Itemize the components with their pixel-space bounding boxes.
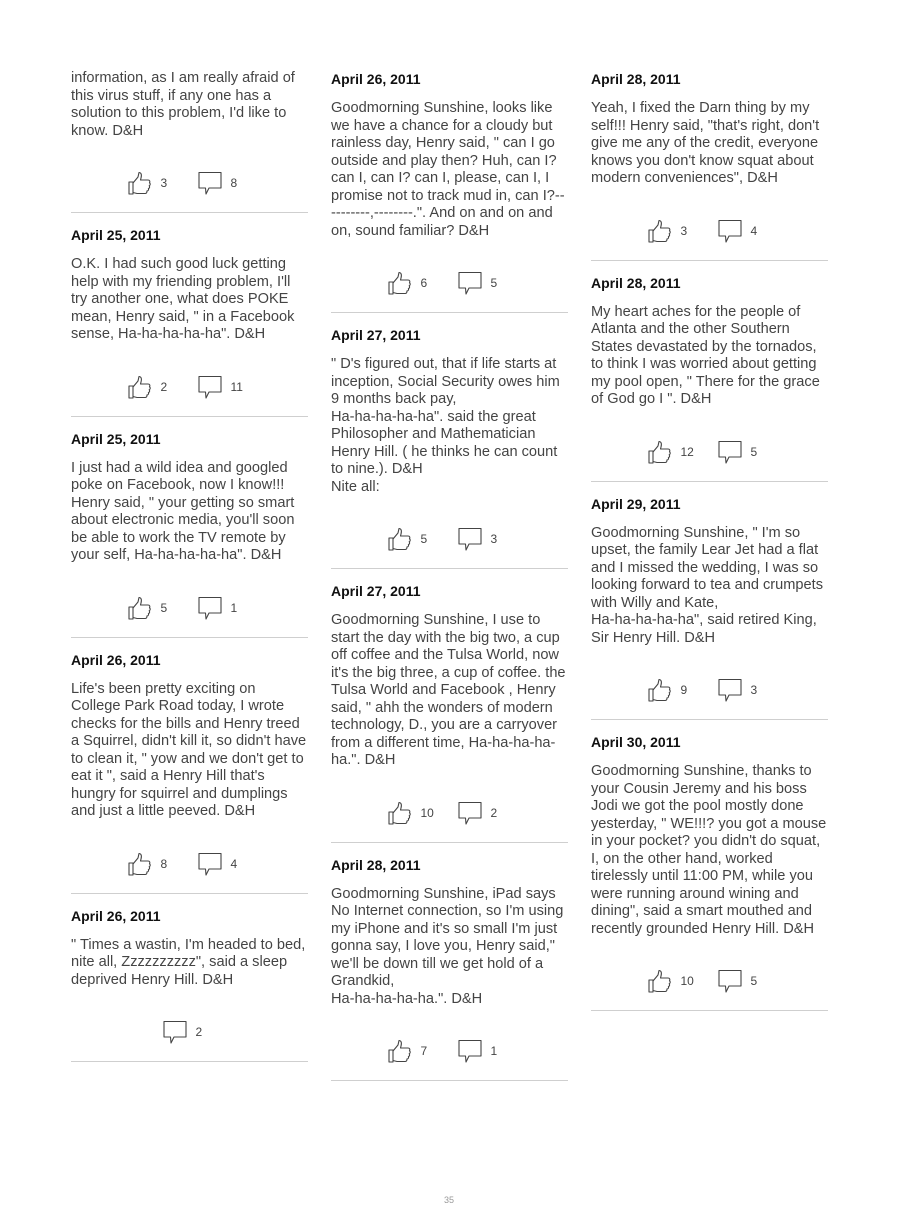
post-text: Life's been pretty exciting on College Park Road today, I wrote checks for the bills and Henry treed a Squirrel, didn't kill it, so didn't have to clean it, " yow and we don't get to eat it ", said a Henry Hill that's hungry for squirrel and dumplings and just a little peeved. D&H [71,680,307,819]
like-count: 5 [160,600,168,615]
post-text: information, as I am really afraid of this virus stuff, if any one has a solution to this problem, I'd like to know. D&H [71,70,295,139]
column-3 [591,70,828,1011]
like-reaction[interactable] [127,595,183,621]
post [71,70,308,213]
post [331,70,568,313]
post [591,733,828,1011]
comment-reaction[interactable] [457,270,513,296]
like-count: 10 [420,805,434,820]
post-reactions [71,370,308,404]
comment-reaction[interactable] [457,526,513,552]
comment-count: 2 [490,805,498,820]
post [331,582,568,843]
like-reaction[interactable] [127,374,183,400]
post-date: April 30, 2011 [591,734,681,750]
post [331,326,568,569]
comment-count: 4 [230,856,238,871]
comment-count: 1 [490,1044,498,1058]
like-count: 10 [680,974,694,988]
speech-bubble-icon [457,526,483,552]
speech-bubble-icon [717,439,743,465]
thumbs-up-icon [647,218,673,244]
comment-reaction[interactable] [197,851,253,877]
comment-reaction[interactable] [197,170,253,196]
speech-bubble-icon [717,218,743,244]
comment-reaction[interactable] [457,1038,513,1064]
post-reactions [71,591,308,625]
comment-reaction[interactable] [717,218,773,244]
comment-reaction[interactable] [197,374,253,400]
like-reaction[interactable] [387,526,443,552]
like-reaction[interactable] [647,218,703,244]
speech-bubble-icon [457,800,483,826]
comment-reaction[interactable] [717,677,773,703]
post-text: Goodmorning Sunshine, I use to start the day with the big two, a cup off coffee and the Tulsa World, now it's the big three, a cup of coffee. the Tulsa World and Facebook , Henry said, " ahh the wonders of modern technology, D., you are a carryover from a different time, Ha-ha-ha-ha-ha.". D&H [331,612,566,768]
like-reaction[interactable] [647,677,703,703]
like-count: 7 [420,1044,428,1058]
comment-reaction[interactable] [717,439,773,465]
post-reactions [71,166,308,200]
post-reactions [591,964,828,998]
post [71,430,308,638]
speech-bubble-icon [162,1019,188,1045]
comment-reaction[interactable] [717,968,773,994]
comment-reaction[interactable] [457,800,513,826]
post-text: Goodmorning Sunshine, " I'm so upset, the family Lear Jet had a flat and I missed the wedding, I was so looking forward to tea and crumpets with Willy and Kate, Ha-ha-ha-ha-ha", said retired King, Sir Henry Hill. D&H [591,524,824,646]
like-count: 12 [680,444,694,459]
post-reactions [71,1015,308,1049]
post-date: April 26, 2011 [71,907,161,924]
comment-count: 8 [230,176,238,190]
post-text: O.K. I had such good luck getting help with my friending problem, I'll try another one, what does POKE mean, Henry said, " in a Facebook sense, Ha-ha-ha-ha-ha". D&H [71,256,295,342]
thumbs-up-icon [387,800,413,826]
post [71,226,308,417]
thumbs-up-icon [127,851,153,877]
like-reaction[interactable] [387,270,443,296]
like-count: 6 [420,276,428,290]
thumbs-up-icon [647,968,673,994]
post-date: April 26, 2011 [71,651,161,668]
comment-count: 3 [750,683,758,697]
post-date: April 27, 2011 [331,583,421,599]
like-reaction[interactable] [387,800,443,826]
post [71,651,308,894]
speech-bubble-icon [197,595,223,621]
like-count: 8 [160,856,168,871]
comment-reaction[interactable] [162,1019,218,1045]
speech-bubble-icon [197,170,223,196]
post-text: " Times a wastin, I'm headed to bed, nite all, Zzzzzzzzzz", said a sleep deprived Henry Hill. D&H [71,936,306,988]
like-count: 9 [680,683,688,697]
speech-bubble-icon [197,851,223,877]
like-count: 3 [160,176,168,190]
like-reaction[interactable] [127,170,183,196]
comment-count: 2 [195,1025,203,1039]
post [331,856,568,1082]
comment-count: 11 [230,379,243,394]
post-text: Goodmorning Sunshine, iPad says No Internet connection, so I'm using my iPhone and it's so small I'm just gonna say, I love you, Henry said," we'll be down till we get hold of a Grandkid, Ha-ha-ha-ha-ha.". D&H [331,885,564,1007]
thumbs-up-icon [647,677,673,703]
thumbs-up-icon [127,374,153,400]
column-1 [71,70,308,1062]
post-text: Goodmorning Sunshine, thanks to your Cousin Jeremy and his boss Jodi we got the pool mostly done yesterday, " WE!!!? you got a mouse in your pocket? you didn't do squat, I, on the other hand, worked tirelessly until 11:00 PM, while you were running around wining and dining", said a smart mouthed and recently grounded Henry Hill. D&H [591,763,827,937]
post-reactions [331,266,568,300]
thumbs-up-icon [127,595,153,621]
speech-bubble-icon [717,677,743,703]
speech-bubble-icon [457,270,483,296]
post [71,907,308,1063]
like-count: 3 [680,223,688,238]
post-date: April 28, 2011 [591,274,681,291]
comment-count: 4 [750,223,758,238]
like-reaction[interactable] [647,439,703,465]
post [591,274,828,482]
post-date: April 29, 2011 [591,495,681,512]
post-text: " D's figured out, that if life starts at inception, Social Security owes him 9 months back pay, Ha-ha-ha-ha-ha". said the great Philosopher and Mathematician Henry Hill. ( he thinks he can count to nine.). D&H Nite all: [331,356,560,495]
post-reactions [591,435,828,469]
post-reactions [331,1034,568,1068]
post-date: April 26, 2011 [331,71,421,87]
comment-reaction[interactable] [197,595,253,621]
post-reactions [331,796,568,830]
thumbs-up-icon [127,170,153,196]
post-text: I just had a wild idea and googled poke on Facebook, now I know!!! Henry said, " your getting so smart about electronic media, you'll soon be able to work the TV remote by your self, Ha-ha-ha-ha-ha". D&H [71,459,295,563]
thumbs-up-icon [387,526,413,552]
thumbs-up-icon [387,1038,413,1064]
like-reaction[interactable] [127,851,183,877]
thumbs-up-icon [387,270,413,296]
like-count: 5 [420,532,428,546]
post-date: April 25, 2011 [71,430,161,447]
comment-count: 5 [750,974,758,988]
post-date: April 27, 2011 [331,327,421,343]
post-reactions [591,673,828,707]
post [591,495,828,721]
page-number: 35 [443,1195,454,1205]
comment-count: 3 [490,532,498,546]
speech-bubble-icon [717,968,743,994]
post-date: April 25, 2011 [71,227,161,243]
post [591,70,828,261]
like-reaction[interactable] [647,968,703,994]
post-date: April 28, 2011 [331,856,421,873]
post-text: Goodmorning Sunshine, looks like we have a chance for a cloudy but rainless day, Henry said, " can I go outside and play then? Huh, can I? can I, can I? can I, please, can I, I promise not to track mud in, can I?----------,--------.". And on and on and on, sound familiar? D&H [331,100,565,239]
speech-bubble-icon [457,1038,483,1064]
post-reactions [71,847,308,881]
comment-count: 1 [230,600,238,615]
post-date: April 28, 2011 [591,71,681,87]
like-count: 2 [160,379,168,394]
speech-bubble-icon [197,374,223,400]
post-reactions [591,214,828,248]
comment-count: 5 [490,276,498,290]
comment-count: 5 [750,444,758,459]
post-text: Yeah, I fixed the Darn thing by my self!!! Henry said, "that's right, don't give me any of the credit, everyone knows you don't know squat about modern conveniences", D&H [591,100,820,186]
post-reactions [331,522,568,556]
post-text: My heart aches for the people of Atlanta and the other Southern States devastated by the tornados, to think I was worried about getting my pool open, " There for the grace of God go I ". D&H [591,303,820,407]
like-reaction[interactable] [387,1038,443,1064]
thumbs-up-icon [647,439,673,465]
column-2 [331,70,568,1081]
